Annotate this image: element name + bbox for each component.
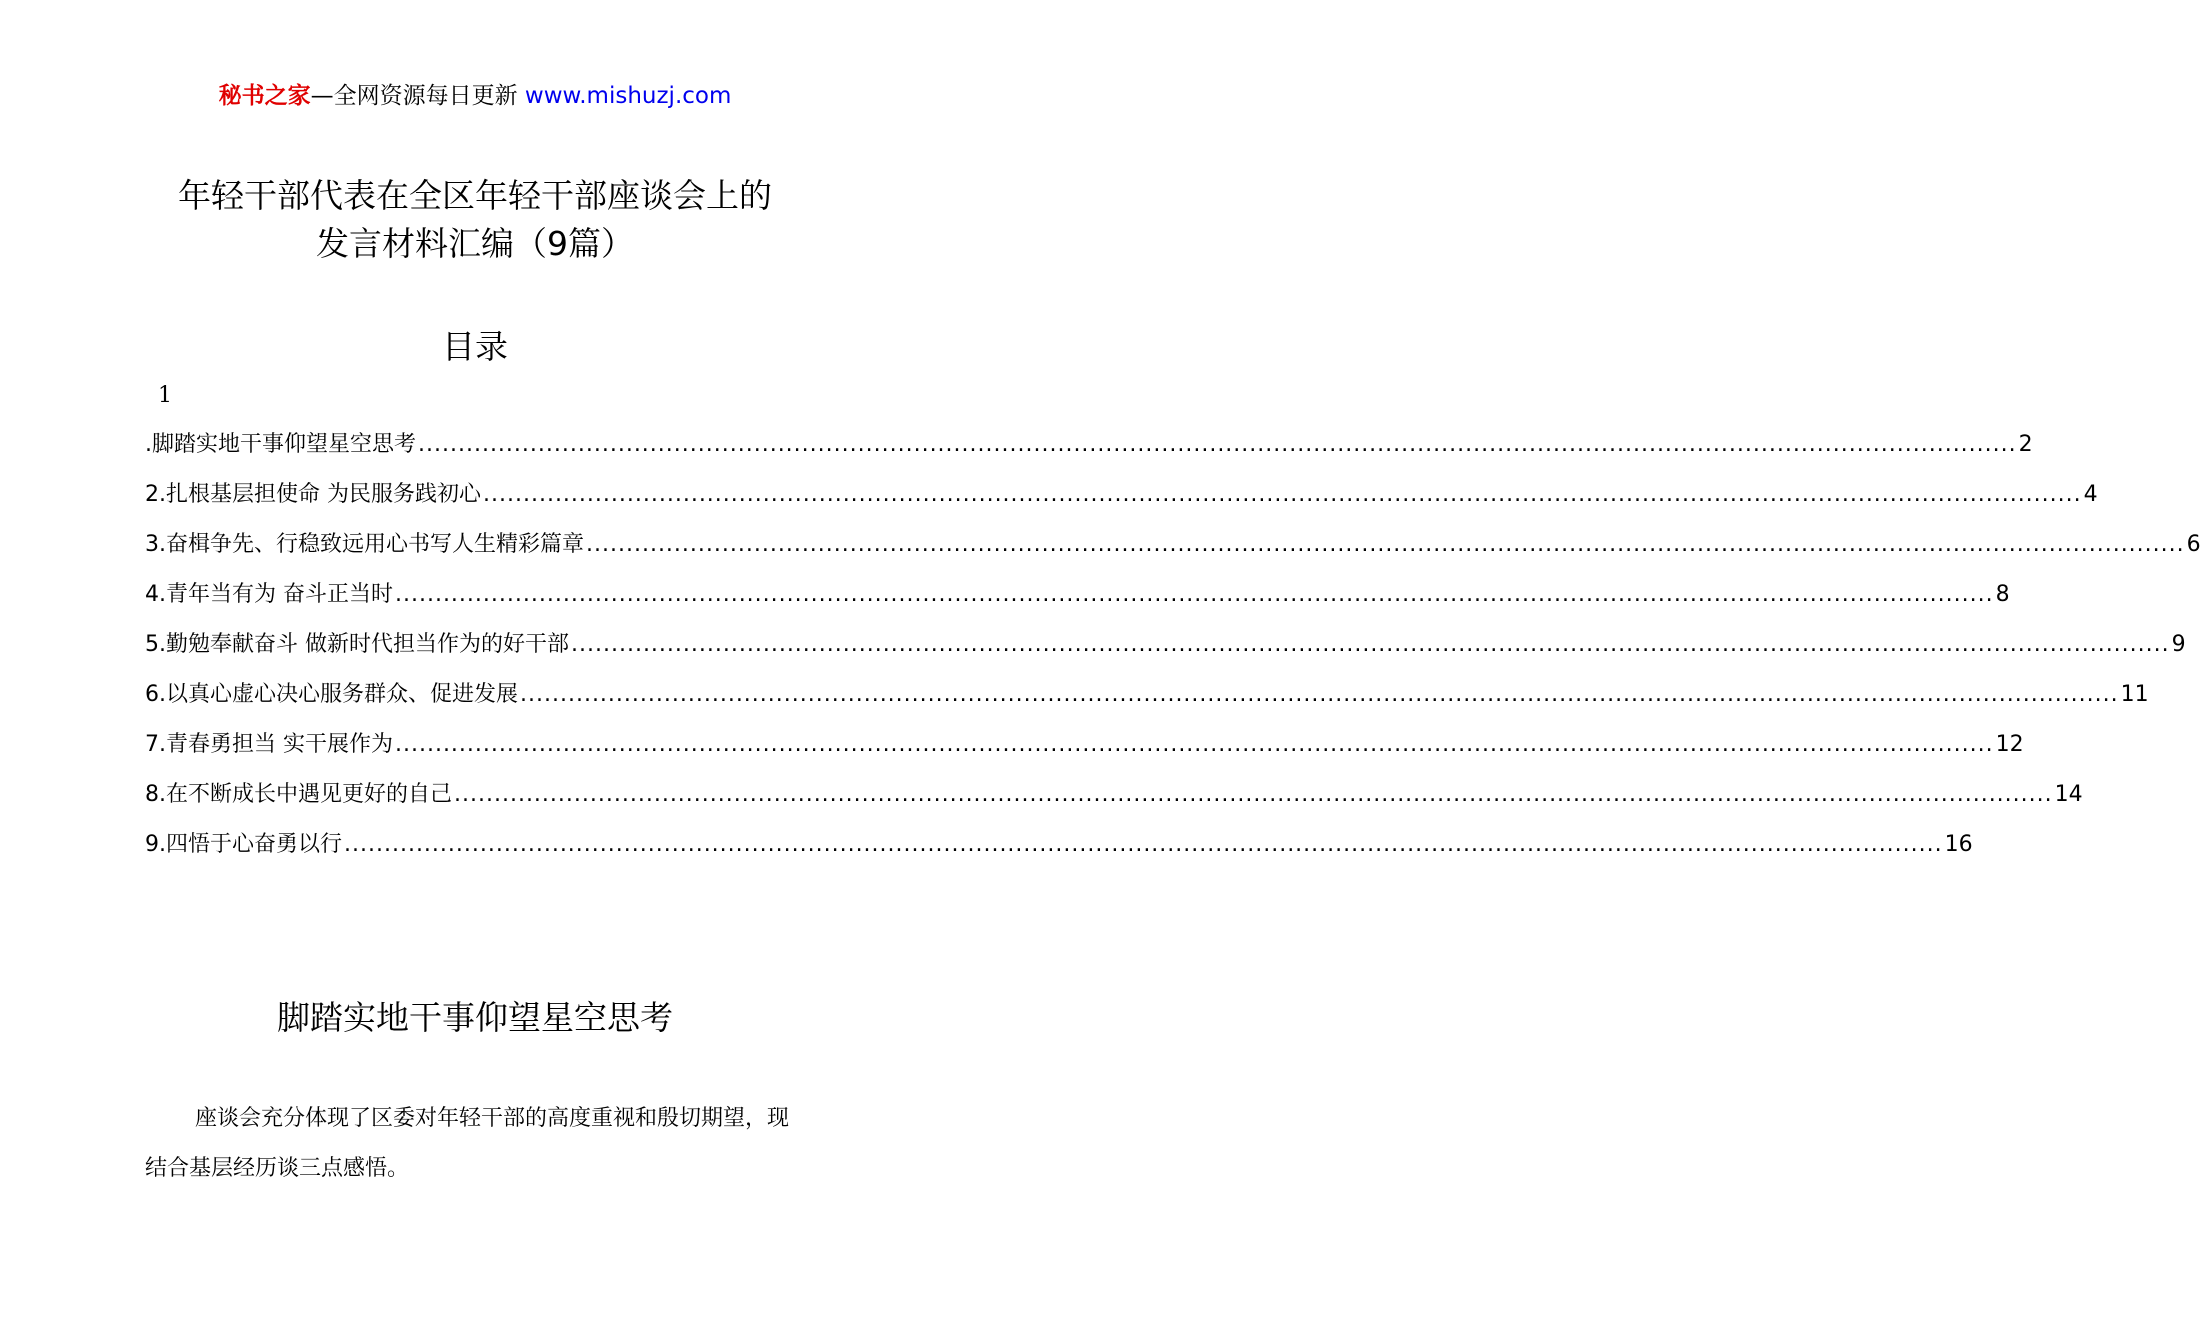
brand-name: 秘书之家 — [218, 83, 311, 109]
toc-item[interactable] — [145, 720, 2024, 770]
toc-item-title: 4.青年当有为 奋斗正当时 — [145, 582, 393, 607]
document-title-line-2: 发言材料汇编（9篇） — [316, 224, 634, 263]
toc-item-page: 8 — [1995, 582, 2010, 607]
toc-item-page: 11 — [2120, 682, 2149, 707]
toc-leader-dots: ........................................................................................................................................................................................................ — [571, 632, 2170, 657]
toc-item[interactable] — [145, 820, 1973, 870]
toc-leader-dots: ........................................................................................................................................................................................................ — [394, 732, 1994, 757]
toc-item-page: 14 — [2054, 782, 2083, 807]
toc-first-number: 1 — [158, 383, 172, 408]
toc-heading: 目录 — [442, 327, 508, 366]
toc-item-title: 5.勤勉奉献奋斗 做新时代担当作为的好干部 — [145, 632, 569, 657]
toc-item[interactable] — [145, 420, 2033, 470]
toc-item-title: 2.扎根基层担使命 为民服务践初心 — [145, 482, 481, 507]
toc-item-title: 6.以真心虚心决心服务群众、促进发展 — [145, 682, 518, 707]
document-title-line-1: 年轻干部代表在全区年轻干部座谈会上的 — [178, 176, 772, 215]
toc-leader-dots: ........................................................................................................................................................................................................ — [520, 682, 2119, 707]
header-tagline: —全网资源每日更新 — [310, 83, 518, 109]
toc-leader-dots: ........................................................................................................................................................................................................ — [344, 832, 1943, 857]
site-header — [0, 80, 950, 112]
toc-item-title: 3.奋楫争先、行稳致远用心书写人生精彩篇章 — [145, 532, 584, 557]
toc-leader-dots: ........................................................................................................................................................................................................ — [454, 782, 2053, 807]
toc-leader-dots: ........................................................................................................................................................................................................ — [483, 482, 2082, 507]
toc-item-page: 4 — [2083, 482, 2098, 507]
toc-leader-dots: ........................................................................................................................................................................................................ — [394, 582, 1994, 607]
table-of-contents — [145, 420, 2201, 870]
toc-item-title: 9.四悟于心奋勇以行 — [145, 832, 342, 857]
toc-item[interactable] — [145, 770, 2083, 820]
toc-item-page: 2 — [2018, 432, 2033, 457]
toc-item-page: 9 — [2171, 632, 2186, 657]
toc-item-page: 16 — [1944, 832, 1973, 857]
toc-item[interactable] — [145, 620, 2186, 670]
toc-item-title: 8.在不断成长中遇见更好的自己 — [145, 782, 452, 807]
toc-item[interactable] — [145, 470, 2098, 520]
toc-item-page: 12 — [1995, 732, 2024, 757]
body-paragraph: 座谈会充分体现了区委对年轻干部的高度重视和殷切期望，现结合基层经历谈三点感悟。 — [145, 1106, 790, 1181]
toc-item-title: 7.青春勇担当 实干展作为 — [145, 732, 393, 757]
toc-item[interactable] — [145, 570, 2010, 620]
toc-item-title: .脚踏实地干事仰望星空思考 — [145, 432, 416, 457]
section-title: 脚踏实地干事仰望星空思考 — [277, 998, 673, 1037]
document-title — [100, 172, 850, 268]
toc-item[interactable] — [145, 520, 2201, 570]
toc-leader-dots: ........................................................................................................................................................................................................ — [418, 432, 2017, 457]
toc-leader-dots: ........................................................................................................................................................................................................ — [586, 532, 2185, 557]
toc-item-page: 6 — [2186, 532, 2201, 557]
toc-item[interactable] — [145, 670, 2149, 720]
site-url[interactable]: www.mishuzj.com — [524, 83, 732, 109]
